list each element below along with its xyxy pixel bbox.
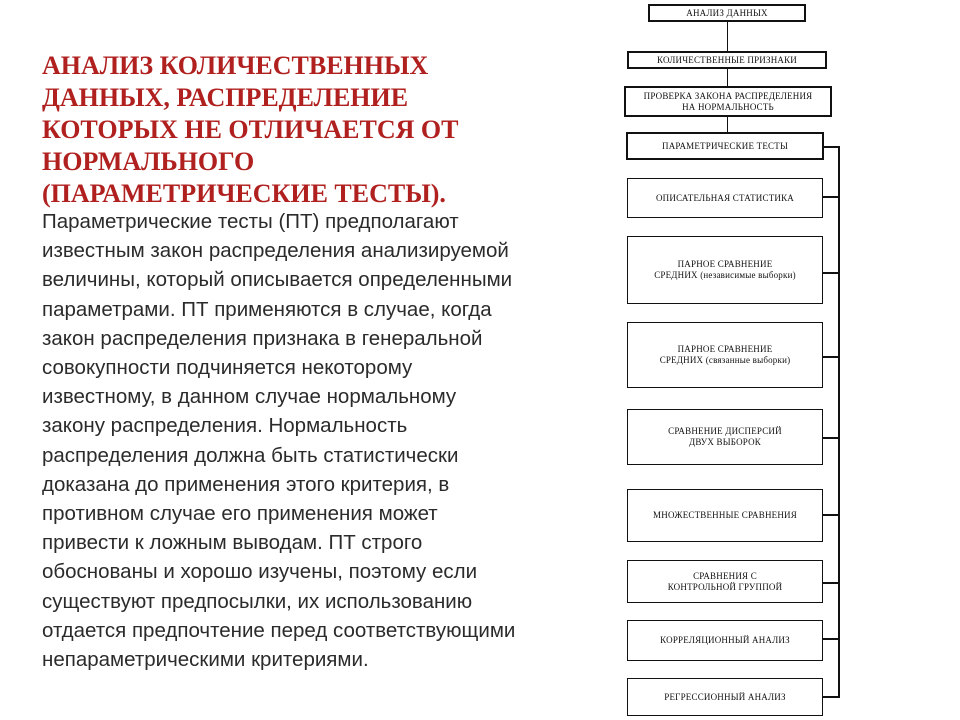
node-label: ДВУХ ВЫБОРОК [688,437,761,447]
heading-line: ДАННЫХ, РАСПРЕДЕЛЕНИЕ [42,83,409,112]
bracket-tick [823,582,840,584]
body-line: известным закон распределения анализируемой [42,239,509,263]
bracket-tick [823,146,840,148]
node-label: ПАРАМЕТРИЧЕСКИЕ ТЕСТЫ [662,140,788,151]
node-regression-analysis [627,678,823,716]
bracket-tick [823,638,840,640]
body-line: существуют предпосылки, их использованию [42,589,473,613]
body-line: доказана до применения этого критерия, в [42,472,450,496]
node-label: НА НОРМАЛЬНОСТЬ [682,101,774,112]
bracket-tick [823,196,840,198]
node-data-analysis [648,4,806,22]
node-variance-comparison [627,409,823,465]
connector-line [727,21,728,52]
connector-line [727,68,728,88]
connector-line [727,116,728,133]
node-label: КОЛИЧЕСТВЕННЫЕ ПРИЗНАКИ [657,54,797,65]
bracket-tick [823,437,840,439]
bracket-spine [838,146,840,697]
body-line: распределения должна быть статистически [42,443,459,467]
body-line: величины, который описывается определенными [42,268,513,292]
node-label: АНАЛИЗ ДАННЫХ [686,7,768,18]
body-line: известному, в данном случае нормальному [42,385,457,409]
bracket-tick [823,696,840,698]
body-line: закону распределения. Нормальность [42,414,408,438]
heading-line: (ПАРАМЕТРИЧЕСКИЕ ТЕСТЫ). [42,179,446,208]
body-line: привести к ложным выводам. ПТ строго [42,531,423,555]
node-label: СРЕДНИХ (независимые выборки) [654,270,796,280]
heading-line: НОРМАЛЬНОГО [42,147,255,176]
node-correlation-analysis [627,620,823,661]
node-label: ПАРНОЕ СРАВНЕНИЕ [677,259,773,269]
heading-line: АНАЛИЗ КОЛИЧЕСТВЕННЫХ [42,51,429,80]
node-label: МНОЖЕСТВЕННЫЕ СРАВНЕНИЯ [653,510,797,520]
body-line: отдается предпочтение перед соответствующими [42,618,516,642]
node-label: ОПИСАТЕЛЬНАЯ СТАТИСТИКА [655,192,795,203]
heading-line: КОТОРЫХ НЕ ОТЛИЧАЕТСЯ ОТ [42,115,459,144]
node-control-group [627,560,823,603]
node-label: РЕГРЕССИОННЫЙ АНАЛИЗ [664,691,786,702]
body-line: обоснованы и хорошо изучены, поэтому если [42,560,478,584]
node-parametric-tests [626,132,824,160]
bracket-tick [823,272,840,274]
node-quantitative-features [627,51,827,69]
body-line: противном случае его применения может [42,502,438,526]
bracket-tick [823,514,840,516]
body-line: закон распределения признака в генеральной [42,326,483,350]
node-label: СРАВНЕНИЕ ДИСПЕРСИЙ [668,426,782,436]
body-line: совокупности подчиняется некоторому [42,356,413,380]
node-label: СРАВНЕНИЯ С [693,570,757,581]
node-label: КОНТРОЛЬНОЙ ГРУППОЙ [667,581,783,592]
body-line: Параметрические тесты (ПТ) предполагают [42,210,459,233]
node-label: КОРРЕЛЯЦИОННЫЙ АНАЛИЗ [660,635,790,645]
node-paired-dependent [627,322,823,388]
node-label: ПАРНОЕ СРАВНЕНИЕ [677,344,773,354]
bracket-tick [823,356,840,358]
body-line: параметрами. ПТ применяются в случае, когда [42,297,492,321]
node-descriptive-statistics [627,178,823,218]
node-multiple-comparisons [627,489,823,542]
node-label: ПРОВЕРКА ЗАКОНА РАСПРЕДЕЛЕНИЯ [643,90,813,101]
body-line: непараметрическими критериями. [42,648,369,672]
node-paired-independent [627,236,823,304]
node-label: СРЕДНИХ (связанные выборки) [659,355,791,365]
node-normality-check [624,86,832,117]
